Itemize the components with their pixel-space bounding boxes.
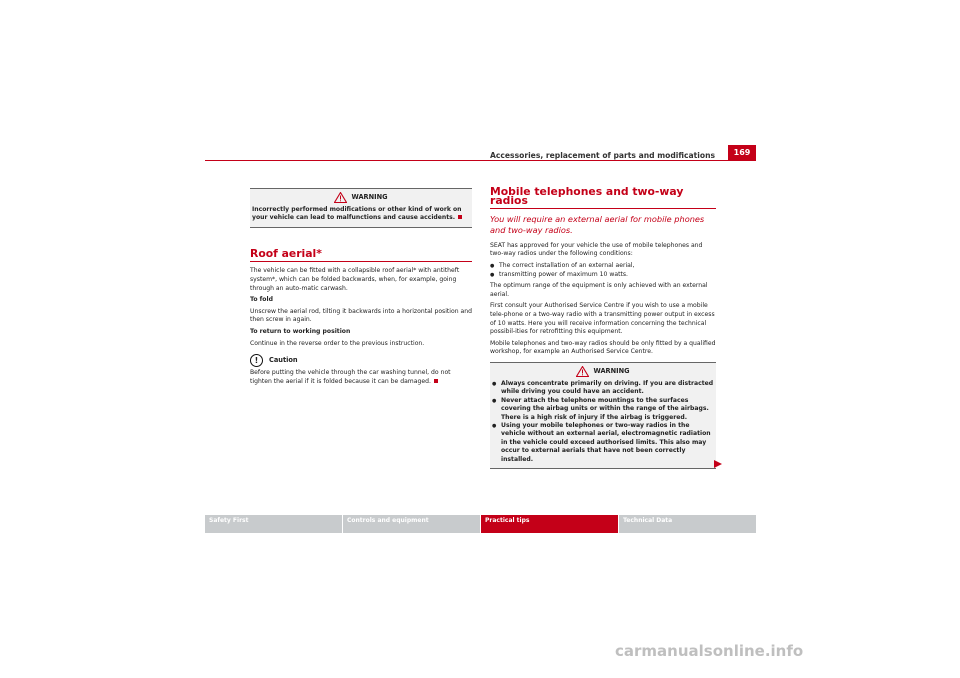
- conditions-paragraph: SEAT has approved for your vehicle the use of mobile telephones and two-way radios under the following conditions:: [490, 241, 703, 258]
- conditions-list: [490, 262, 716, 279]
- header-divider: [205, 160, 756, 161]
- list-item: ● Never attach the telephone mountings to the surfaces covering the airbag units or within the range of the airbags. There is a high risk of injury if the airbag is triggered.: [492, 397, 714, 422]
- warning-list: [492, 380, 714, 464]
- section-end-mark: [434, 379, 438, 383]
- section-title-mobile-telephones: Mobile telephones and two-way radios: [490, 188, 716, 209]
- continue-arrow-icon: [714, 460, 722, 468]
- roof-aerial-intro: The vehicle can be fitted with a collapsible roof aerial* with antitheft system*, which can be folded backwards, when, for example, going through an auto-matic carwash.: [250, 267, 460, 292]
- left-column: [250, 188, 472, 386]
- return-heading: To return to working position: [250, 327, 351, 335]
- consult-paragraph: First consult your Authorised Service Centre if you wish to use a mobile tele-phone or a two-way radio with a transmitting power output in excess of 10 watts. Here you will receive information concerning the technical possibil-ities for retrofitting this equipment.: [490, 302, 715, 336]
- fold-heading: To fold: [250, 296, 273, 304]
- caution-paragraph: [250, 369, 472, 386]
- caution-label: Caution: [269, 356, 298, 365]
- caution-text: Before putting the vehicle through the car washing tunnel, do not tighten the aerial if it is folded because it can be damaged.: [250, 369, 451, 385]
- list-item: ● Using your mobile telephones or two-way radios in the vehicle without an external aerial, electromagnetic radiation in the vehicle could exceed authorised limits. This also may occur to external aerials that have not been correctly installed.: [492, 422, 714, 464]
- section-end-mark: [458, 215, 462, 219]
- caution-icon: !: [250, 354, 263, 367]
- warning-header: [492, 366, 714, 377]
- list-item: ● Always concentrate primarily on driving. If you are distracted while driving you could have an accident.: [492, 380, 714, 397]
- warning-header: [252, 192, 470, 203]
- section-title-roof-aerial: Roof aerial*: [250, 250, 472, 263]
- page-number: 169: [728, 145, 756, 161]
- page-header-title: Accessories, replacement of parts and modifications: [490, 151, 715, 160]
- footer-nav: [205, 515, 756, 533]
- caution-header: [250, 354, 472, 367]
- tab-controls-and-equipment[interactable]: Controls and equipment: [343, 515, 481, 533]
- warning-label: WARNING: [593, 367, 630, 376]
- tab-practical-tips[interactable]: Practical tips: [481, 515, 619, 533]
- watermark: carmanualsonline.info: [615, 642, 804, 660]
- warning-triangle-icon: [334, 192, 347, 203]
- right-column: [490, 185, 716, 469]
- tab-safety-first[interactable]: Safety First: [205, 515, 343, 533]
- warning-label: WARNING: [351, 193, 388, 202]
- warning-text: Incorrectly performed modifications or other kind of work on your vehicle can lead to malfunctions and cause accidents.: [252, 206, 462, 222]
- return-text: Continue in the reverse order to the previous instruction.: [250, 339, 425, 347]
- section-subtitle: You will require an external aerial for mobile phones and two-way radios.: [490, 214, 705, 235]
- warning-box: [490, 362, 716, 469]
- warning-triangle-icon: [576, 366, 589, 377]
- range-paragraph: The optimum range of the equipment is only achieved with an external aerial.: [490, 282, 708, 298]
- warning-box: [250, 188, 472, 228]
- tab-technical-data[interactable]: Technical Data: [619, 515, 756, 533]
- fold-text: Unscrew the aerial rod, tilting it backwards into a horizontal position and then screw in again.: [250, 307, 472, 324]
- installation-paragraph: Mobile telephones and two-way radios should be only fitted by a qualified workshop, for example an Authorised Service Centre.: [490, 339, 716, 356]
- list-item: ● The correct installation of an external aerial,: [490, 262, 716, 271]
- list-item: ● transmitting power of maximum 10 watts.: [490, 271, 716, 280]
